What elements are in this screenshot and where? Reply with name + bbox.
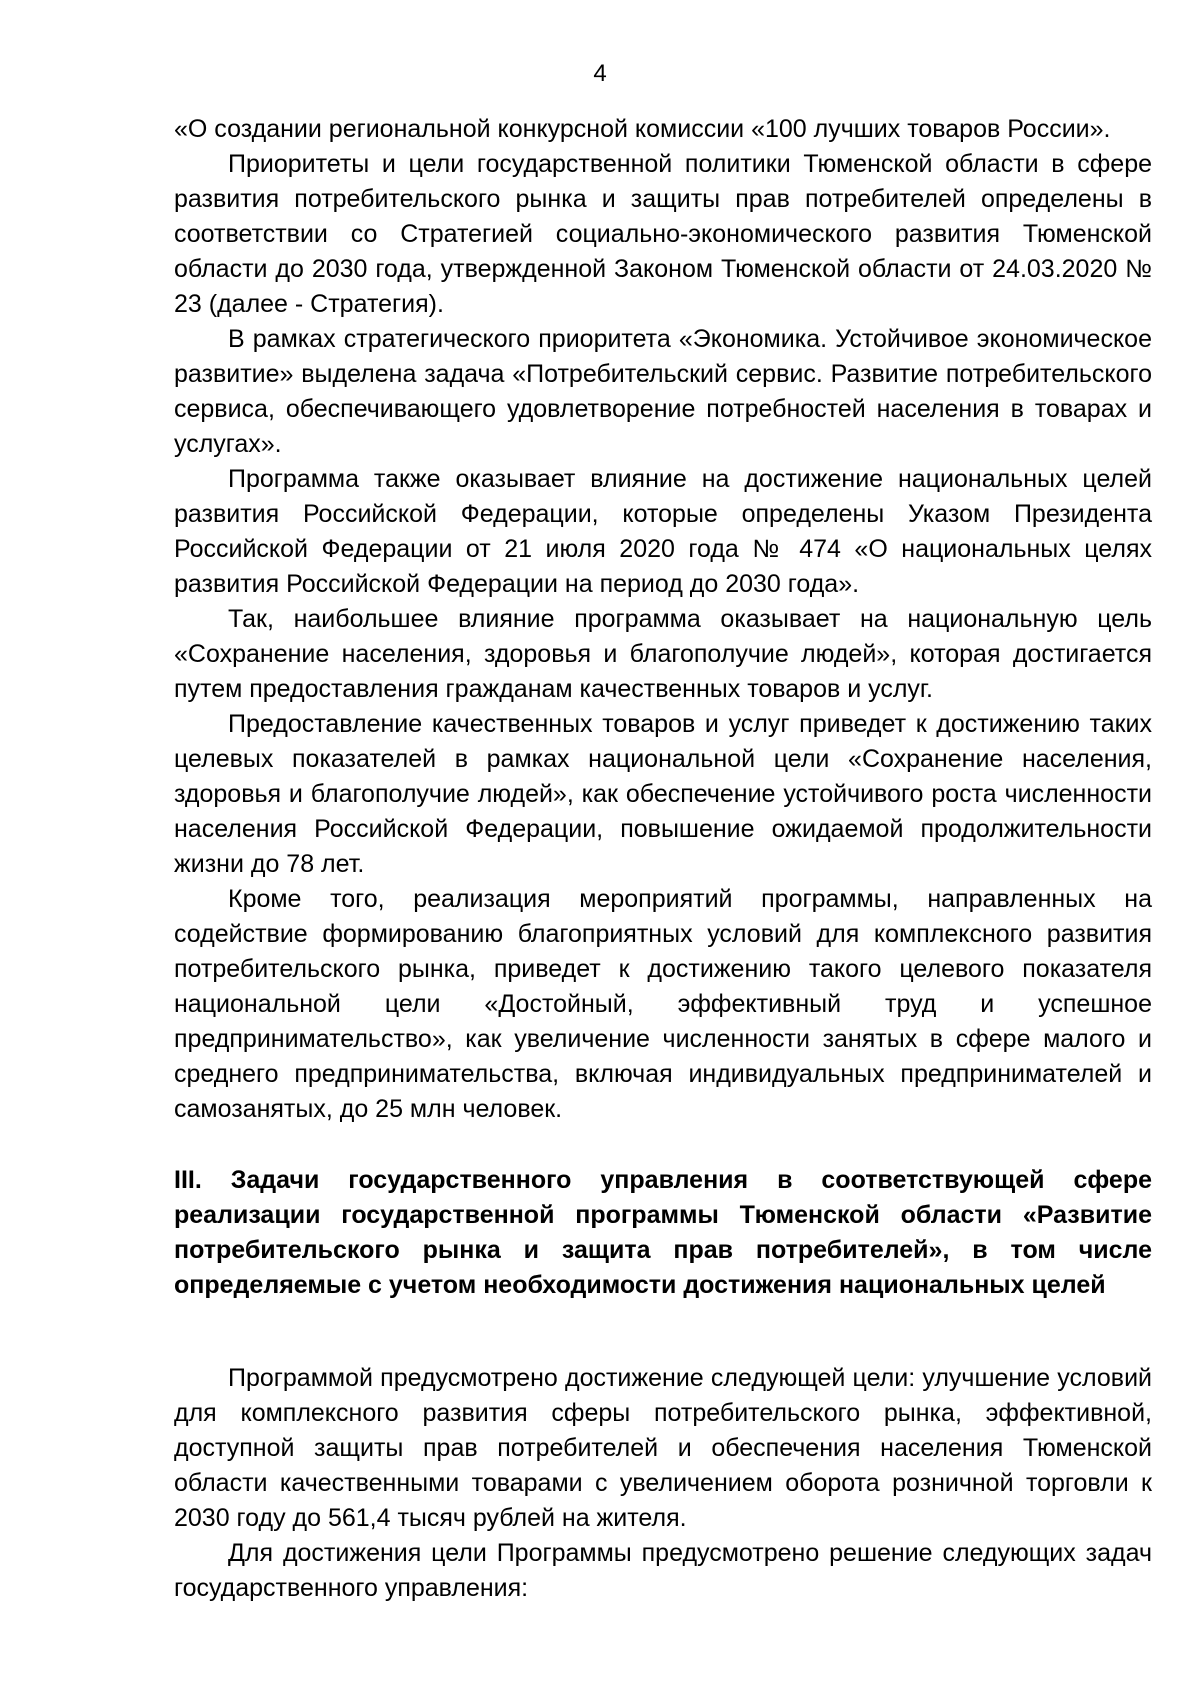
paragraph: Приоритеты и цели государственной политики Тюменской области в сфере развития потребительского рынка и защиты прав потребителей определены в соответствии со Стратегией социально-экономического развития Тюменской области до 2030 года, утвержденной Законом Тюменской области от 24.03.2020 № 23 (далее - Стратегия). [174, 150, 1152, 318]
paragraph: Программой предусмотрено достижение следующей цели: улучшение условий для комплексного развития сферы потребительского рынка, эффективной, доступной защиты прав потребителей и обеспечения населения Тюменской области качественными товарами с увеличением оборота розничной торговли к 2030 году до 561,4 тысяч рублей на жителя. [174, 1364, 1152, 1532]
paragraph: Кроме того, реализация мероприятий программы, направленных на содействие формированию благоприятных условий для комплексного развития потребительского рынка, приведет к достижению такого целевого показателя национальной цели «Достойный, эффективный труд и успешное предпринимательство», как увеличение численности занятых в сфере малого и среднего предпринимательства, включая индивидуальных предпринимателей и самозанятых, до 25 млн человек. [174, 885, 1152, 1123]
paragraph: Для достижения цели Программы предусмотрено решение следующих задач государственного управления: [174, 1539, 1152, 1602]
document-body [174, 112, 1152, 1606]
paragraph: Так, наибольшее влияние программа оказывает на национальную цель «Сохранение населения, здоровья и благополучие людей», которая достигается путем предоставления гражданам качественных товаров и услуг. [174, 605, 1152, 703]
page-number: 4 [593, 60, 607, 87]
paragraph: «О создании региональной конкурсной комиссии «100 лучших товаров России». [174, 115, 1111, 143]
section-heading: III. Задачи государственного управления в соответствующей сфере реализации государственной программы Тюменской области «Развитие потребительского рынка и защита прав потребителей», в том числе определяемые с учетом необходимости достижения национальных целей [174, 1166, 1152, 1299]
paragraph: Предоставление качественных товаров и услуг приведет к достижению таких целевых показателей в рамках национальной цели «Сохранение населения, здоровья и благополучие людей», как обеспечение устойчивого роста численности населения Российской Федерации, повышение ожидаемой продолжительности жизни до 78 лет. [174, 710, 1152, 878]
paragraph: В рамках стратегического приоритета «Экономика. Устойчивое экономическое развитие» выделена задача «Потребительский сервис. Развитие потребительского сервиса, обеспечивающего удовлетворение потребностей населения в товарах и услугах». [174, 325, 1152, 458]
paragraph: Программа также оказывает влияние на достижение национальных целей развития Российской Федерации, которые определены Указом Президента Российской Федерации от 21 июля 2020 года № 474 «О национальных целях развития Российской Федерации на период до 2030 года». [174, 465, 1152, 598]
